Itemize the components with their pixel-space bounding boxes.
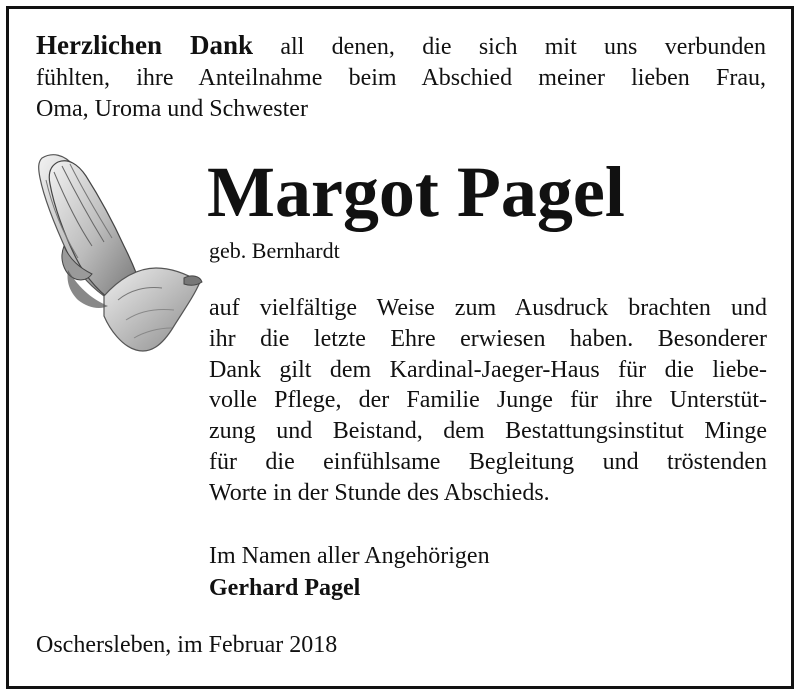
intro-line-1 xyxy=(36,30,766,63)
thanks-lead: Herzlichen Dank xyxy=(36,30,254,60)
birth-name: geb. Bernhardt xyxy=(209,238,340,263)
intro-line-2: fühlten, ihre Anteilnahme beim Abschied meiner lieben Frau, xyxy=(36,65,766,91)
body-line-5: zung und Beistand, dem Bestattungsinstitut Minge xyxy=(209,418,767,445)
deceased-name: Margot Pagel xyxy=(207,152,625,232)
signature-name: Gerhard Pagel xyxy=(209,575,361,601)
body-line-3: Dank gilt dem Kardinal-Jaeger-Haus für die liebe- xyxy=(209,356,767,383)
place-and-date: Oschersleben, im Februar 2018 xyxy=(36,632,338,658)
body-line-1: auf vielfältige Weise zum Ausdruck brachten und xyxy=(209,295,767,321)
body-line-4: volle Pflege, der Familie Junge für ihre Unterstüt- xyxy=(209,387,767,414)
praying-hands-icon xyxy=(34,150,204,356)
body-line-2: ihr die letzte Ehre erwiesen haben. Besonderer xyxy=(209,325,767,352)
body-line-7: Worte in der Stunde des Abschieds. xyxy=(209,479,550,506)
signature-intro: Im Namen aller Angehörigen xyxy=(209,543,490,569)
body-line-6: für die einfühlsame Begleitung und tröstenden xyxy=(209,448,767,475)
intro-line-1-rest: all denen, die sich mit uns verbunden xyxy=(280,34,766,60)
thanks-intro xyxy=(36,30,766,125)
intro-line-3: Oma, Uroma und Schwester xyxy=(36,96,308,122)
thanks-body xyxy=(209,293,767,509)
